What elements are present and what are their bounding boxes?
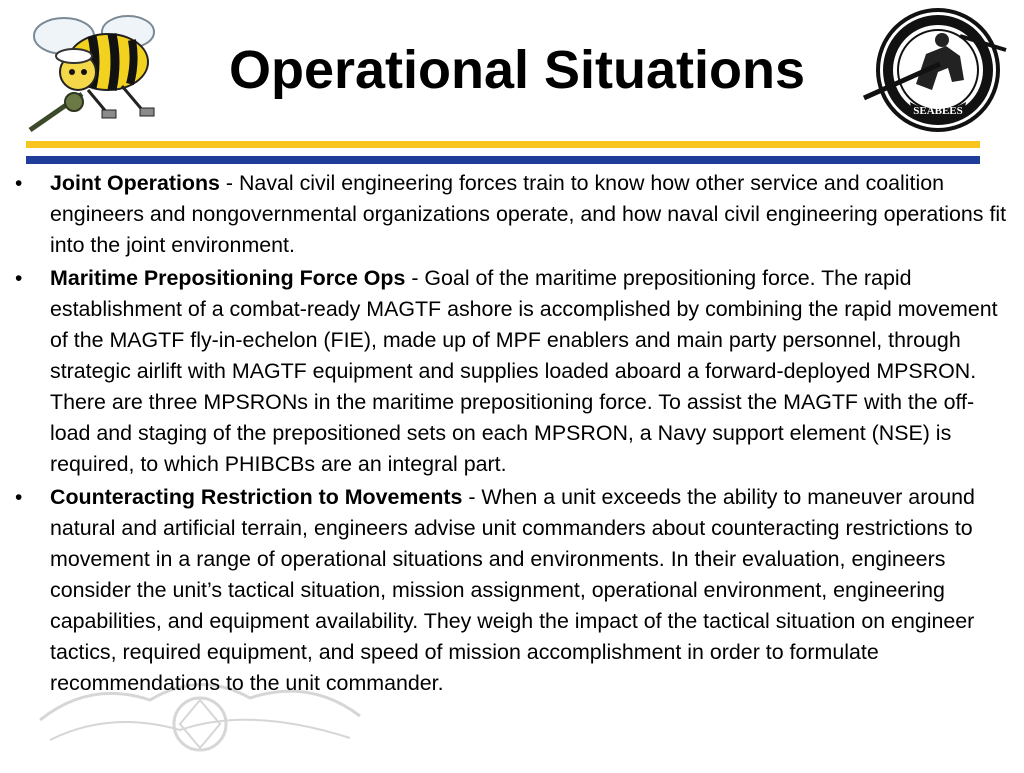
bullet-maritime-prepositioning [0,263,1024,480]
blue-divider [26,156,980,164]
bullet-term: Maritime Prepositioning Force Ops [50,266,406,290]
bullet-counteracting-restriction [0,482,1024,699]
gold-divider [26,141,980,148]
bullet-text: - Goal of the maritime prepositioning force. The rapid establishment of a combat-ready MAGTF ashore is accomplished by combining the rapid movement of the MAGTF fly-in-echelon (FIE), made up of MPF enablers and main party personnel, through strategic airlift with MAGTF equipment and supplies loaded aboard a forward-deployed MPSRON. There are three MPSRONs in the maritime prepositioning force. To assist the MAGTF with the off-load and staging of the prepositioned sets on each MPSRON, a Navy support element (NSE) is required, to which PHIBCBs are an integral part. [50,266,998,476]
bullet-marker: • [15,172,23,195]
seabees-emblem-icon [860,6,1010,136]
emblem-text: SEABEES [913,105,963,117]
bullet-marker: • [15,267,23,290]
bullet-term: Joint Operations [50,171,220,195]
bullet-text: - When a unit exceeds the ability to maneuver around natural and artificial terrain, engineers advise unit commanders about counteracting restrictions to movement in a range of operational situations and environments. In their evaluation, engineers consider the unit’s tactical situation, mission assignment, operational environment, engineering capabilities, and equipment availability. They weigh the impact of the tactical situation on engineer tactics, required equipment, and speed of mission accomplishment in order to formulate recommendations to the unit commander. [50,485,975,695]
bullet-text: - Naval civil engineering forces train to know how other service and coalition engineers and nongovernmental organizations operate, and how naval civil engineering operations fit into the joint environment. [50,171,1007,257]
bullet-list [0,168,1024,701]
seabee-mascot-icon [12,2,162,140]
bullet-joint-operations [0,168,1024,261]
bullet-marker: • [15,486,23,509]
slide-title: Operational Situations [228,40,806,100]
bullet-term: Counteracting Restriction to Movements [50,485,463,509]
